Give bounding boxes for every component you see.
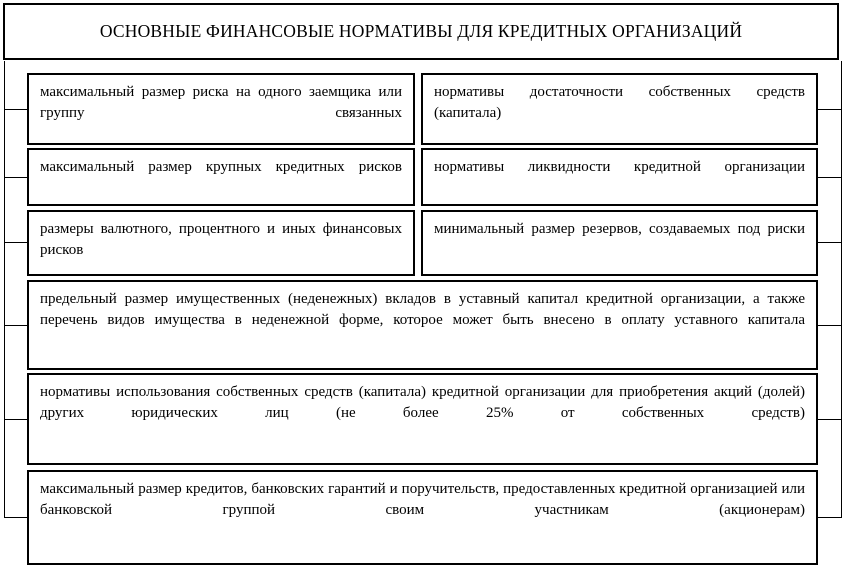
connector-stub-left-row-1 — [4, 109, 27, 110]
standard-box-row-1-left — [27, 73, 415, 145]
connector-stub-left-row-4 — [4, 325, 27, 326]
diagram-title-box — [3, 3, 839, 60]
standard-text: максимальный размер крупных кредитных рисков — [40, 159, 402, 175]
standard-text: нормативы достаточности собственных средств (капитала) — [434, 84, 805, 121]
connector-stub-right-row-2 — [818, 177, 842, 178]
standard-text: предельный размер имущественных (неденежных) вкладов в уставный капитал кредитной организации, а также перечень видов имущества в неденежной форме, которое может быть внесено в оплату уставного капитала — [40, 291, 805, 328]
standard-text: максимальный размер кредитов, банковских гарантий и поручительств, предоставленных кредитной организацией или банковской группой своим участникам (акционерам) — [40, 481, 805, 518]
standard-text: размеры валютного, процентного и иных финансовых рисков — [40, 221, 402, 258]
standard-box-row-4 — [27, 280, 818, 370]
standard-box-row-2-left — [27, 148, 415, 206]
connector-stub-left-row-5 — [4, 419, 27, 420]
standard-box-row-3-right — [421, 210, 818, 276]
connector-stub-left-row-2 — [4, 177, 27, 178]
standard-text: максимальный размер риска на одного заемщика или группу связанных — [40, 84, 402, 121]
standard-text: нормативы ликвидности кредитной организации — [434, 159, 805, 175]
connector-stub-left-row-6 — [4, 517, 27, 518]
connector-stub-left-row-3 — [4, 242, 27, 243]
standard-text: минимальный размер резервов, создаваемых под риски — [434, 221, 805, 237]
standard-box-row-5 — [27, 373, 818, 465]
connector-stub-right-row-4 — [818, 325, 842, 326]
connector-rail-left — [4, 61, 5, 518]
connector-stub-right-row-1 — [818, 109, 842, 110]
connector-rail-right — [841, 61, 842, 518]
standard-box-row-3-left — [27, 210, 415, 276]
diagram-title: ОСНОВНЫЕ ФИНАНСОВЫЕ НОРМАТИВЫ ДЛЯ КРЕДИТНЫХ ОРГАНИЗАЦИЙ — [99, 21, 743, 41]
standard-text: нормативы использования собственных средств (капитала) кредитной организации для приобретения акций (долей) других юридических лиц (не более 25% от собственных средств) — [40, 384, 805, 421]
standard-box-row-1-right — [421, 73, 818, 145]
connector-stub-right-row-5 — [818, 419, 842, 420]
standard-box-row-2-right — [421, 148, 818, 206]
connector-stub-right-row-6 — [818, 517, 842, 518]
standard-box-row-6 — [27, 470, 818, 565]
connector-stub-right-row-3 — [818, 242, 842, 243]
